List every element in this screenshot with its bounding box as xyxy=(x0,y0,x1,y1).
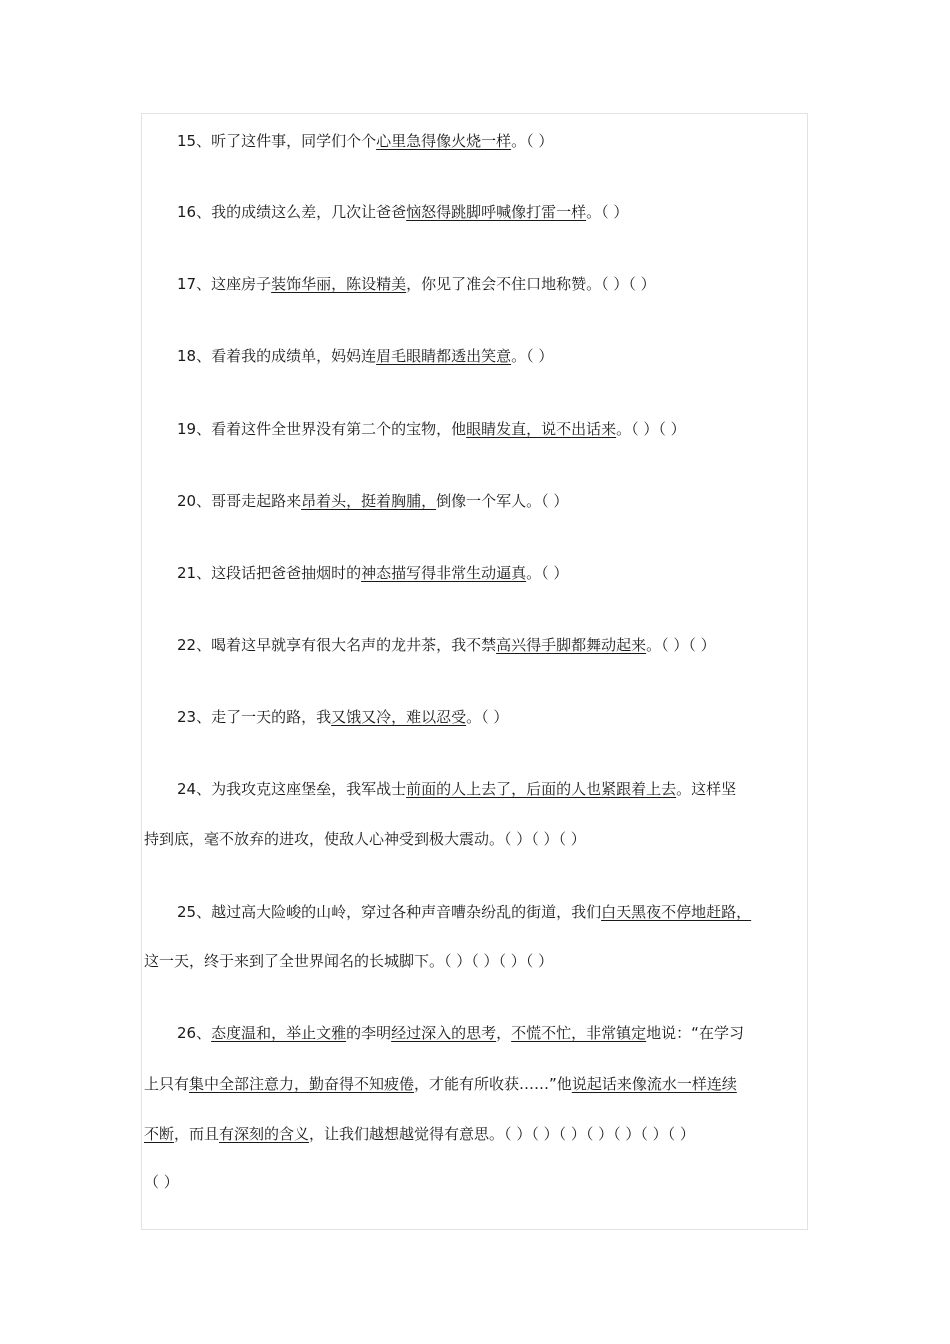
sentence-text: 。这样坚 xyxy=(676,780,737,798)
exercise-item xyxy=(144,1023,808,1043)
exercise-item xyxy=(144,202,808,222)
underlined-phrase: 经过深入的思考 xyxy=(391,1024,497,1042)
sentence-text: ，才能有所收获……”他 xyxy=(414,1075,572,1093)
exercise-item xyxy=(144,902,808,922)
sentence-text: 。（ ）（ ） xyxy=(646,636,716,654)
sentence-text: 16、我的成绩这么差，几次让爸爸 xyxy=(177,203,407,221)
sentence-text: 21、这段话把爸爸抽烟时的 xyxy=(177,564,362,582)
underlined-phrase: 昂着头，挺着胸脯， xyxy=(301,492,437,510)
exercise-item xyxy=(144,635,808,655)
sentence-text: ，你见了准会不住口地称赞。（ ）（ ） xyxy=(406,275,656,293)
underlined-phrase: 又饿又冷，难以忍受 xyxy=(331,708,467,726)
sentence-text: 17、这座房子 xyxy=(177,275,272,293)
exercise-item xyxy=(144,274,808,294)
sentence-text: 22、喝着这早就享有很大名声的龙井茶，我不禁 xyxy=(177,636,497,654)
exercise-item xyxy=(144,491,808,511)
exercise-item-continuation xyxy=(144,951,808,971)
exercise-item xyxy=(144,563,808,583)
sentence-text: 15、听了这件事，同学们个个 xyxy=(177,132,377,150)
underlined-phrase: 有深刻的含义 xyxy=(219,1125,310,1143)
sentence-text: 这一天，终于来到了全世界闻名的长城脚下。（ ）（ ）（ ）（ ） xyxy=(144,952,554,970)
underlined-phrase: 神态描写得非常生动逼真 xyxy=(361,564,527,582)
sentence-text: 26、 xyxy=(177,1024,212,1042)
exercise-item xyxy=(144,707,808,727)
sentence-text: 。（ ） xyxy=(466,708,509,726)
sentence-text: 。（ ） xyxy=(526,564,569,582)
sentence-text: 19、看着这件全世界没有第二个的宝物，他 xyxy=(177,420,467,438)
underlined-phrase: 心里急得像火烧一样 xyxy=(376,132,512,150)
exercise-item-continuation xyxy=(144,1124,808,1144)
sentence-text: 上只有 xyxy=(144,1075,190,1093)
sentence-text: 20、哥哥走起路来 xyxy=(177,492,302,510)
sentence-text: 持到底，毫不放弃的进攻，使敌人心神受到极大震动。（ ）（ ）（ ） xyxy=(144,830,586,848)
sentence-text: 。（ ）（ ） xyxy=(616,420,686,438)
sentence-text: 23、走了一天的路，我 xyxy=(177,708,332,726)
sentence-text: 24、为我攻克这座堡垒，我军战士 xyxy=(177,780,407,798)
sentence-text: 。（ ） xyxy=(511,347,554,365)
sentence-text: 的李明 xyxy=(346,1024,392,1042)
sentence-text: ，而且 xyxy=(174,1125,220,1143)
underlined-phrase: 高兴得手脚都舞动起来 xyxy=(496,636,647,654)
exercise-item xyxy=(144,131,808,151)
underlined-phrase: 恼怒得跳脚呼喊像打雷一样 xyxy=(406,203,587,221)
sentence-text: 地说：“在学习 xyxy=(646,1024,744,1042)
underlined-phrase: 不慌不忙，非常镇定 xyxy=(511,1024,647,1042)
underlined-phrase: 装饰华丽，陈设精美 xyxy=(271,275,407,293)
sentence-text: （ ） xyxy=(144,1173,179,1191)
sentence-text: 18、看着我的成绩单，妈妈连 xyxy=(177,347,377,365)
exercise-item-continuation xyxy=(144,1172,808,1192)
underlined-phrase: 集中全部注意力，勤奋得不知疲倦 xyxy=(189,1075,415,1093)
exercise-item-continuation xyxy=(144,829,808,849)
sentence-text: 。（ ） xyxy=(586,203,629,221)
underlined-phrase: 白天黑夜不停地赶路， xyxy=(601,903,752,921)
underlined-phrase: 眉毛眼睛都透出笑意 xyxy=(376,347,512,365)
exercise-item xyxy=(144,779,808,799)
sentence-text: 25、越过高大险峻的山岭，穿过各种声音嘈杂纷乱的街道，我们 xyxy=(177,903,602,921)
sentence-text: 。（ ） xyxy=(511,132,554,150)
underlined-phrase: 态度温和，举止文雅 xyxy=(211,1024,347,1042)
exercise-item xyxy=(144,346,808,366)
sentence-text: ，让我们越想越觉得有意思。（ ）（ ）（ ）（ ）（ ）（ ）（ ） xyxy=(309,1125,695,1143)
underlined-phrase: 不断 xyxy=(144,1125,175,1143)
sentence-text: 倒像一个军人。（ ） xyxy=(436,492,569,510)
sentence-text: ， xyxy=(496,1024,512,1042)
underlined-phrase: 说起话来像流水一样连续 xyxy=(571,1075,737,1093)
exercise-item-continuation xyxy=(144,1074,808,1094)
exercise-item xyxy=(144,419,808,439)
underlined-phrase: 前面的人上去了，后面的人也紧跟着上去 xyxy=(406,780,677,798)
underlined-phrase: 眼睛发直，说不出话来 xyxy=(466,420,617,438)
